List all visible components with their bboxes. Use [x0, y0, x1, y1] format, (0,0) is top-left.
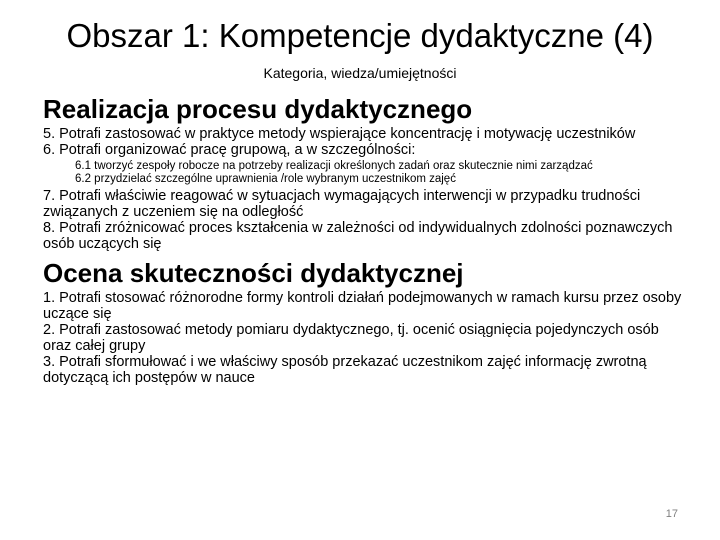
list-item: 8. Potrafi zróżnicować proces kształcenia w zależności od indywidualnych zdolności poznawczych osób uczących się — [43, 220, 673, 252]
slide-subtitle: Kategoria, wiedza/umiejętności — [263, 65, 457, 81]
list-item: 2. Potrafi zastosować metody pomiaru dydaktycznego, tj. ocenić osiągnięcia pojedynczych osób oraz całej grupy — [43, 322, 659, 354]
list-item: 3. Potrafi sformułować i we właściwy sposób przekazać uczestnikom zajęć informację zwrotną dotyczącą ich postępów w nauce — [43, 354, 647, 386]
page-number: 17 — [665, 508, 678, 520]
list-item: 7. Potrafi właściwie reagować w sytuacjach wymagających interwencji w przypadku trudności związanych z uczeniem się na odległość — [43, 188, 641, 220]
slide-content — [43, 92, 683, 386]
sub-list-item: 6.1 tworzyć zespoły robocze na potrzeby realizacji określonych zadań oraz skutecznie nimi zarządzać — [75, 160, 593, 172]
section-ocena — [43, 256, 683, 386]
list-item: 1. Potrafi stosować różnorodne formy kontroli działań podejmowanych w ramach kursu przez osoby uczące się — [43, 290, 682, 322]
list-item: 5. Potrafi zastosować w praktyce metody wspierające koncentrację i motywację uczestników — [43, 126, 636, 142]
section-heading: Ocena skuteczności dydaktycznej — [43, 258, 464, 288]
section-realizacja — [43, 92, 683, 252]
sub-list-item: 6.2 przydzielać szczególne uprawnienia /role wybranym uczestnikom zajęć — [75, 173, 456, 185]
list-item: 6. Potrafi organizować pracę grupową, a w szczególności: — [43, 142, 416, 158]
section-heading: Realizacja procesu dydaktycznego — [43, 94, 473, 124]
slide-title: Obszar 1: Kompetencje dydaktyczne (4) — [66, 17, 654, 54]
